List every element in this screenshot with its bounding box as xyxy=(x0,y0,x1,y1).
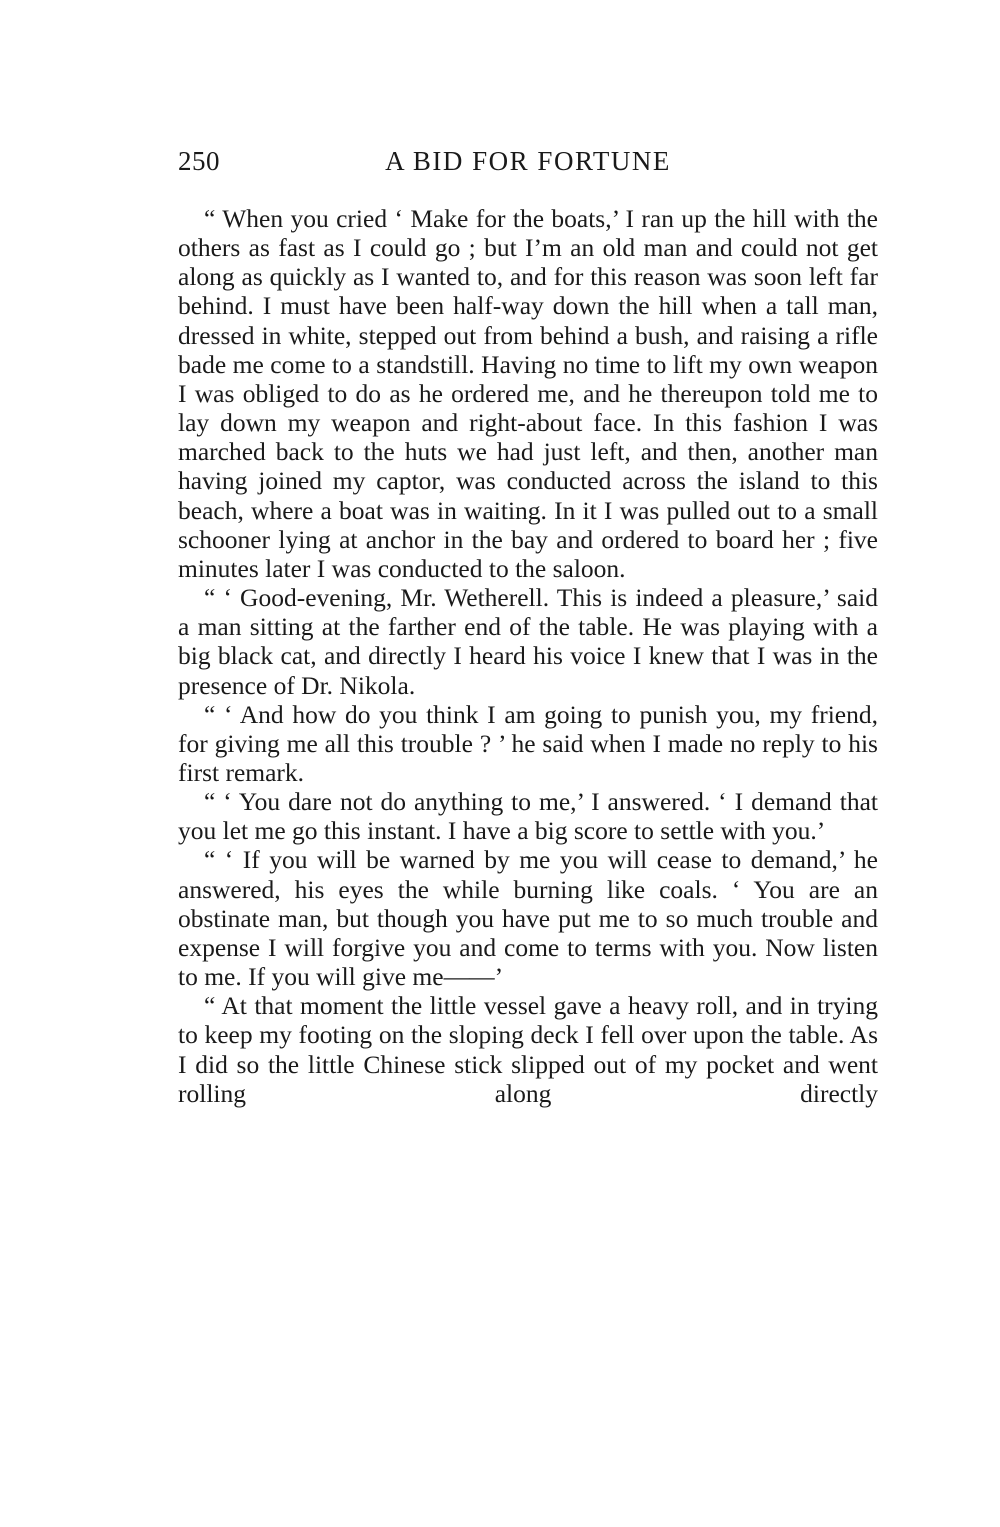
book-title: A BID FOR FORTUNE xyxy=(385,146,671,176)
page-number: 250 xyxy=(178,146,220,176)
running-head xyxy=(178,146,878,186)
paragraph-vessel-roll: “ At that moment the little vessel gave a heavy roll, and in trying to keep my footing on the sloping deck I fell over upon the table. As I did so the little Chinese stick slipped out of my pocket and went rolling along directly xyxy=(178,991,878,1108)
paragraph-punish-question: “ ‘ And how do you think I am going to punish you, my friend, for giving me all this trouble ? ’ he said when I made no reply to his first remark. xyxy=(178,699,878,787)
body-text xyxy=(178,204,878,1108)
paragraph-capture-account: “ When you cried ‘ Make for the boats,’ I ran up the hill with the others as fast as I could go ; but I’m an old man and could not get along as quickly as I wanted to, and for this reason was soon left far behind. I must have been half-way down the hill when a tall man, dressed in white, stepped out from behind a bush, and raising a rifle bade me come to a standstill. Having no time to lift my own weapon I was obliged to do as he ordered me, and he thereupon told me to lay down my weapon and right-about face. In this fashion I was marched back to the huts we had just left, and then, another man having joined my captor, was conducted across the island to this beach, where a boat was in waiting. In it I was pulled out to a small schooner lying at anchor in the bay and ordered to board her ; five minutes later I was conducted to the saloon. xyxy=(178,204,878,583)
paragraph-nikola-greeting: “ ‘ Good-evening, Mr. Wetherell. This is indeed a pleasure,’ said a man sitting at the farther end of the table. He was playing with a big black cat, and directly I heard his voice I knew that I was in the presence of Dr. Nikola. xyxy=(178,583,878,700)
paragraph-defiant-answer: “ ‘ You dare not do anything to me,’ I answered. ‘ I demand that you let me go this instant. I have a big score to settle with you.’ xyxy=(178,787,878,846)
paragraph-nikola-offer: “ ‘ If you will be warned by me you will cease to demand,’ he answered, his eyes the while burning like coals. ‘ You are an obstinate man, but though you have put me to so much trouble and expense I will forgive you and come to terms with you. Now listen to me. If you will give me——’ xyxy=(178,845,878,992)
